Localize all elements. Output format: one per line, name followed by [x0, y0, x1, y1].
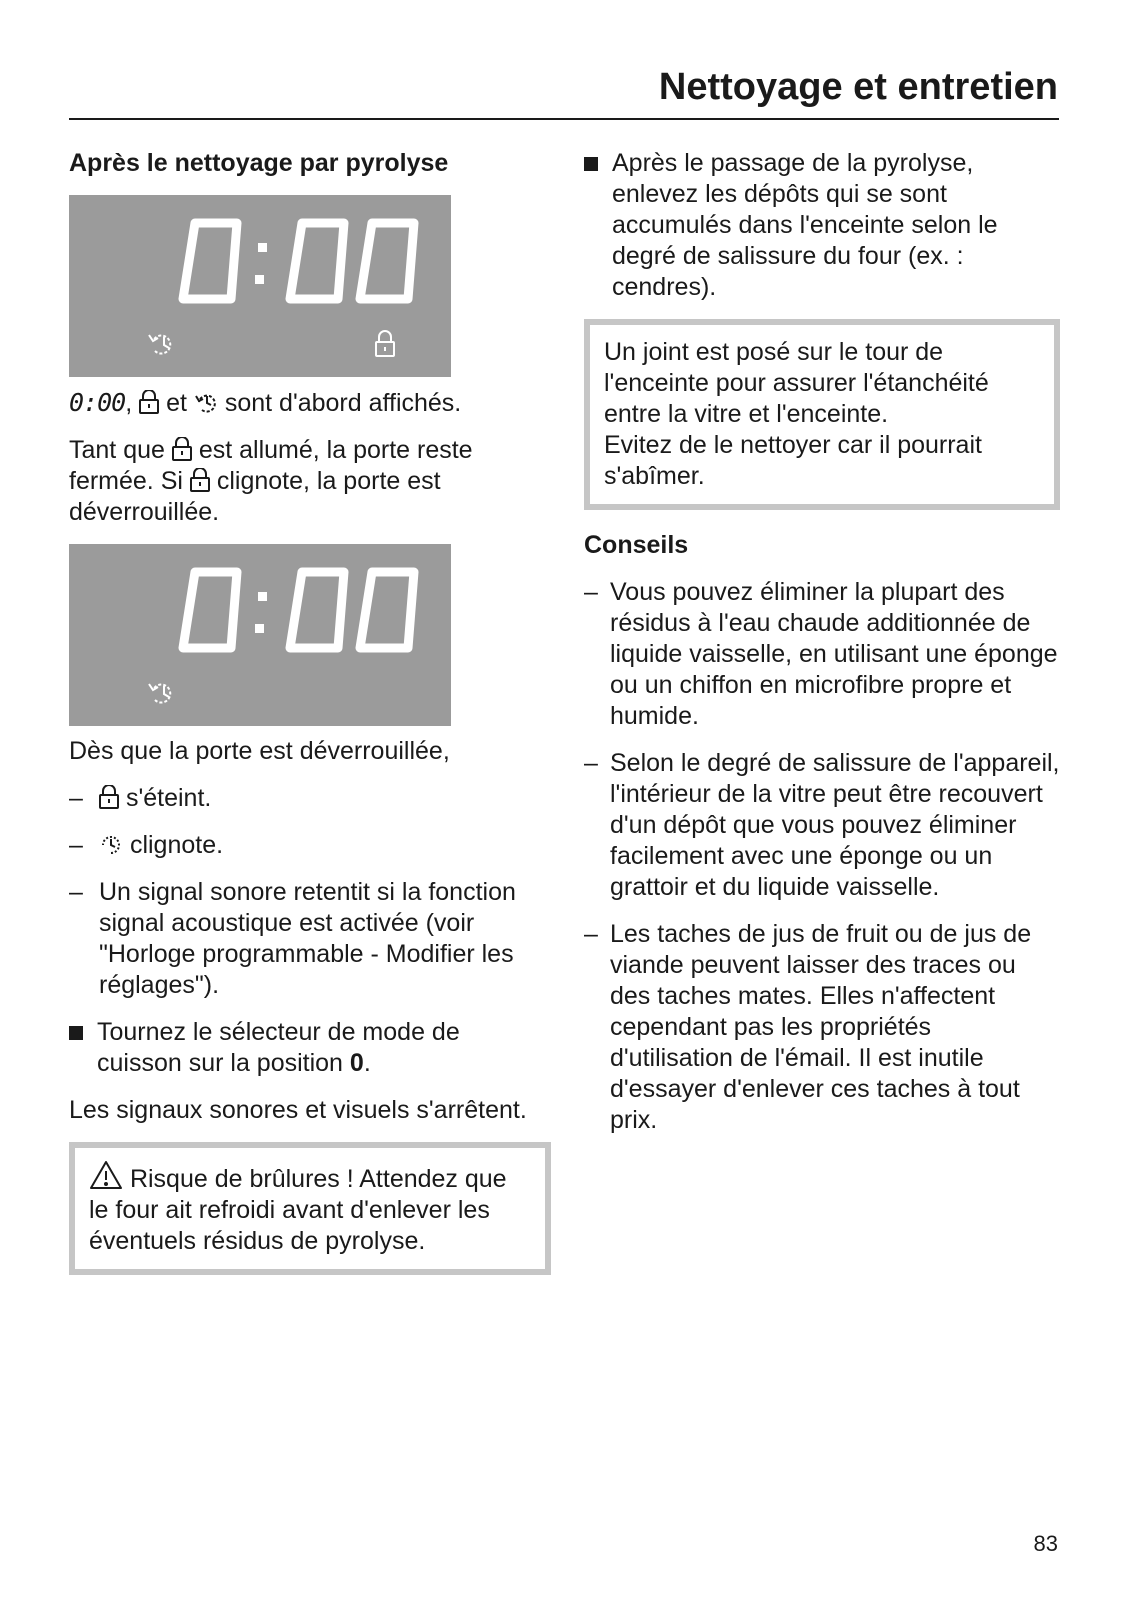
- oven-display-1: [69, 195, 451, 377]
- unlock-intro: Dès que la porte est déverrouillée,: [69, 737, 450, 765]
- signals-stop-text: Les signaux sonores et visuels s'arrêtent.: [69, 1096, 527, 1124]
- timer-blink-icon: [99, 832, 123, 856]
- display-digits: [69, 544, 451, 726]
- bullet-square-icon: [584, 157, 598, 171]
- page-number: 83: [1033, 1531, 1058, 1556]
- warning-text: Risque de brûlures ! Attendez que le four ait refroidi avant d'enlever les éventuels résidus de pyrolyse.: [89, 1165, 507, 1255]
- list-item: – clignote.: [69, 831, 224, 859]
- time-readout: 0:00: [69, 388, 126, 417]
- lock-icon: [172, 437, 192, 461]
- display-caption: 0:00, et sont d'abord affichés.: [69, 388, 462, 417]
- note-box: [584, 319, 1060, 510]
- timer-icon: [194, 390, 218, 414]
- tips-heading: Conseils: [584, 531, 689, 559]
- lock-icon: [99, 785, 119, 809]
- header-divider: [69, 118, 1059, 120]
- list-item: – Un signal sonore retentit si la fonction signal acoustique est activée (voir "Horloge programmable - Modifier les réglages").: [69, 878, 516, 999]
- timer-icon: [149, 684, 170, 703]
- instruction-step: Tournez le sélecteur de mode de cuisson sur la position 0.: [69, 1017, 551, 1079]
- note-text: Un joint est posé sur le tour de l'enceinte pour assurer l'étanchéité entre la vitre et l'enceinte.: [604, 338, 989, 428]
- lock-icon: [376, 331, 394, 356]
- left-column: [69, 148, 551, 1291]
- note-text: Evitez de le nettoyer car il pourrait s'abîmer.: [604, 431, 982, 490]
- lock-explanation: Tant que est allumé, la porte reste fermée. Si clignote, la porte est déverrouillée.: [69, 436, 473, 526]
- tip-item: – Les taches de jus de fruit ou de jus de viande peuvent laisser des traces ou des taches mates. Elles n'affectent cependant pas les propriétés d'utilisation de l'émail. Il est inutile d'essayer d'enlever ces taches à tout prix.: [584, 920, 1032, 1134]
- bullet-square-icon: [69, 1026, 83, 1040]
- oven-display-2: [69, 544, 451, 726]
- lock-icon: [190, 468, 210, 492]
- lock-icon: [139, 390, 159, 414]
- right-column: [584, 148, 1060, 1152]
- section-heading: Après le nettoyage par pyrolyse: [69, 149, 449, 177]
- display-digits: [69, 195, 451, 377]
- instruction-step: Après le passage de la pyrolyse, enlevez les dépôts qui se sont accumulés dans l'enceinte selon le degré de salissure du four (ex. : cendres).: [584, 148, 1060, 303]
- tip-item: – Selon le degré de salissure de l'appareil, l'intérieur de la vitre peut être recouvert d'un dépôt que vous pouvez éliminer facilement avec une éponge ou un grattoir et du liquide vaisselle.: [584, 749, 1060, 901]
- tip-item: – Vous pouvez éliminer la plupart des résidus à l'eau chaude additionnée de liquide vaisselle, en utilisant une éponge ou un chiffon en microfibre propre et humide.: [584, 578, 1058, 730]
- timer-icon: [149, 335, 170, 354]
- warning-box: [69, 1142, 551, 1275]
- list-item: – s'éteint.: [69, 784, 212, 812]
- page-title: Nettoyage et entretien: [658, 66, 1058, 108]
- warning-icon: [89, 1160, 123, 1190]
